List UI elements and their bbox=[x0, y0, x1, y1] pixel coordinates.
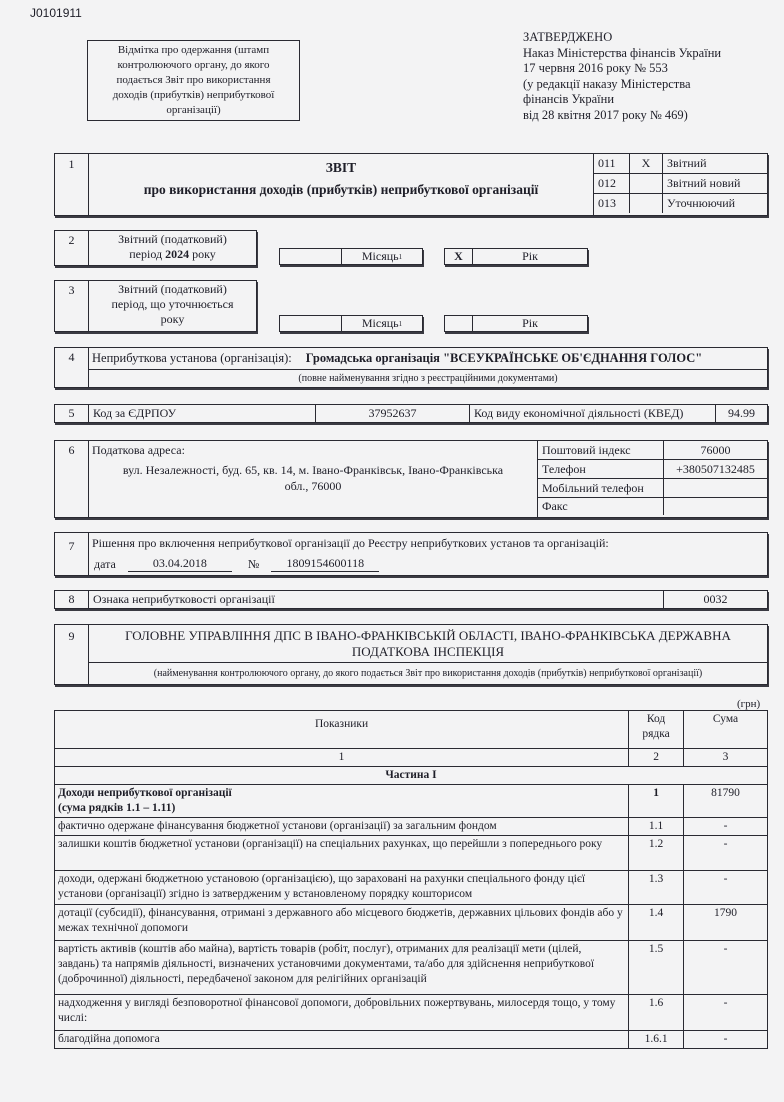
row-code: 1 bbox=[629, 785, 684, 818]
row-text: (сума рядків 1.1 – 1.11) bbox=[58, 802, 176, 814]
row-sum[interactable]: 1790 bbox=[684, 905, 768, 941]
row-code: 1.4 bbox=[629, 905, 684, 941]
section-4 bbox=[54, 347, 768, 388]
corrected-year-field[interactable] bbox=[444, 315, 588, 332]
approval-line: (у редакції наказу Міністерства bbox=[523, 76, 691, 91]
corrected-period-line: року bbox=[160, 312, 185, 326]
period-year: 2024 bbox=[165, 247, 190, 261]
row-indicator: вартість активів (коштів або майна), вартість товарів (робіт, послуг), отриманих для реалізації мети (цілей, завдань) та напрямів діяльності, визначених установчими документами, та/або для здійснення неприбуткової (доброчинної) діяльності, передбаченої законом для релігійних організацій bbox=[55, 941, 629, 995]
year-label: Рік bbox=[522, 316, 538, 330]
report-title bbox=[89, 154, 593, 215]
month-value-box[interactable] bbox=[280, 249, 342, 264]
phone-value[interactable]: +380507132485 bbox=[676, 461, 755, 476]
report-type-code: 012 bbox=[594, 174, 630, 193]
org-name-row bbox=[92, 351, 762, 366]
report-type-code: 011 bbox=[594, 154, 630, 173]
indicators-table bbox=[54, 710, 768, 1049]
section-number: 3 bbox=[55, 281, 89, 331]
header-sum: Сума bbox=[684, 711, 768, 749]
row-code: 1.2 bbox=[629, 836, 684, 871]
form-code: J0101911 bbox=[30, 6, 82, 20]
registry-decision-values bbox=[94, 556, 379, 572]
edrpou-label: Код за ЄДРПОУ bbox=[89, 405, 316, 422]
row-code: 1.1 bbox=[629, 818, 684, 836]
approval-line: фінансів України bbox=[523, 92, 615, 106]
row-indicator: фактично одержане фінансування бюджетної установи (організації) за загальним фондом bbox=[55, 818, 629, 836]
row-indicator: залишки коштів бюджетної установи (організації) на спеціальних рахунках, що перейшли з попереднього року bbox=[55, 836, 629, 871]
report-type-row[interactable] bbox=[594, 174, 767, 194]
year-label: Рік bbox=[522, 249, 538, 263]
contact-row bbox=[538, 498, 767, 515]
report-type-label: Звітний новий bbox=[667, 176, 741, 190]
report-type-table bbox=[593, 154, 767, 215]
report-title-main: ЗВІТ bbox=[325, 160, 357, 175]
month-text: Місяць bbox=[361, 316, 399, 330]
corrected-period-line: Звітний (податковий) bbox=[118, 282, 227, 296]
section-9 bbox=[54, 624, 768, 685]
column-number: 3 bbox=[684, 749, 768, 767]
contact-label: Мобільний телефон bbox=[538, 479, 664, 497]
currency-unit: (грн) bbox=[737, 698, 761, 710]
row-sum[interactable]: - bbox=[684, 995, 768, 1031]
report-type-code: 013 bbox=[594, 194, 630, 213]
footnote-mark: 1 bbox=[398, 252, 403, 261]
stamp-box: Відмітка про одержання (штамп контролюючого органу, до якого подається Звіт про використання доходів (прибутків) неприбуткової організації) bbox=[87, 40, 300, 121]
nonprofit-sign-label: Ознака неприбутковості організації bbox=[89, 591, 664, 608]
tax-address-line: вул. Незалежності, буд. 65, кв. 14, м. Івано-Франківськ, Івано-Франківська bbox=[122, 463, 504, 477]
period-label bbox=[89, 232, 256, 262]
section-number: 8 bbox=[55, 591, 89, 608]
table-row bbox=[55, 871, 768, 905]
approval-title: ЗАТВЕРДЖЕНО bbox=[523, 30, 613, 44]
section-8 bbox=[54, 590, 768, 609]
year-checkbox[interactable] bbox=[445, 316, 473, 331]
column-number: 2 bbox=[629, 749, 684, 767]
table-row bbox=[55, 941, 768, 995]
section-number: 9 bbox=[55, 625, 89, 684]
tax-authority-line: ГОЛОВНЕ УПРАВЛІННЯ ДПС В ІВАНО-ФРАНКІВСЬКІЙ ОБЛАСТІ, ІВАНО-ФРАНКІВСЬКА ДЕРЖАВНА bbox=[125, 628, 731, 643]
table-row bbox=[55, 905, 768, 941]
report-title-sub: про використання доходів (прибутків) неприбуткової організації bbox=[143, 182, 539, 197]
row-code: 1.3 bbox=[629, 871, 684, 905]
part-row bbox=[55, 767, 768, 785]
report-type-checkbox[interactable] bbox=[630, 174, 663, 193]
table-row bbox=[55, 1031, 768, 1049]
period-month-field[interactable] bbox=[279, 248, 423, 265]
report-type-label: Уточнюючий bbox=[667, 196, 736, 210]
table-header-row bbox=[55, 711, 768, 749]
section-number: 4 bbox=[55, 348, 89, 387]
fax-value[interactable] bbox=[664, 498, 767, 515]
kved-label: Код виду економічної діяльності (КВЕД) bbox=[470, 405, 716, 422]
nonprofit-sign-value[interactable]: 0032 bbox=[703, 592, 728, 606]
report-type-checkbox[interactable]: X bbox=[630, 154, 663, 173]
row-sum[interactable]: - bbox=[684, 1031, 768, 1049]
row-code: 1.5 bbox=[629, 941, 684, 995]
contact-row bbox=[538, 441, 767, 460]
row-text: Доходи неприбуткової організації bbox=[58, 787, 232, 799]
postal-code-value[interactable]: 76000 bbox=[700, 442, 731, 457]
section-number: 6 bbox=[55, 441, 89, 517]
report-type-label: Звітний bbox=[667, 156, 707, 170]
decision-number-label: № bbox=[247, 557, 260, 571]
corrected-month-field[interactable] bbox=[279, 315, 423, 332]
section-number: 1 bbox=[55, 154, 89, 215]
section-3 bbox=[54, 280, 257, 332]
edrpou-value[interactable]: 37952637 bbox=[316, 405, 470, 422]
part-title: Частина I bbox=[55, 767, 768, 785]
approval-line: від 28 квітня 2017 року № 469) bbox=[523, 107, 688, 122]
tax-address-label: Податкова адреса: bbox=[92, 443, 185, 457]
section-6 bbox=[54, 440, 768, 518]
approval-line: 17 червня 2016 року № 553 bbox=[523, 61, 668, 75]
section-number: 5 bbox=[55, 405, 89, 422]
mobile-value[interactable] bbox=[664, 479, 767, 497]
section-number: 2 bbox=[55, 231, 89, 265]
period-year-word: року bbox=[192, 247, 216, 261]
decision-date-label: дата bbox=[94, 557, 116, 571]
row-sum[interactable]: - bbox=[684, 818, 768, 836]
column-number: 1 bbox=[55, 749, 629, 767]
row-sum[interactable]: - bbox=[684, 836, 768, 871]
header-indicators: Показники bbox=[55, 711, 629, 749]
row-code: 1.6 bbox=[629, 995, 684, 1031]
tax-address bbox=[91, 462, 535, 494]
month-label bbox=[342, 316, 422, 331]
month-text: Місяць bbox=[361, 249, 399, 263]
tax-authority-name bbox=[89, 628, 767, 660]
approval-line: Наказ Міністерства фінансів України bbox=[523, 45, 722, 60]
org-name-label: Неприбуткова установа (організація): bbox=[92, 351, 292, 365]
report-type-row[interactable] bbox=[594, 154, 767, 174]
contact-table bbox=[537, 441, 767, 517]
period-year-field[interactable] bbox=[444, 248, 588, 265]
corrected-period-label bbox=[89, 282, 256, 327]
tax-address-line: обл., 76000 bbox=[284, 479, 342, 493]
table-row bbox=[55, 836, 768, 871]
contact-row bbox=[538, 479, 767, 498]
table-row bbox=[55, 818, 768, 836]
row-indicator: доходи, одержані бюджетною установою (організацією), що зараховані на рахунки спеціального фонду цієї установи (організації) згідно із затвердженим у встановленому порядку кошторисом bbox=[55, 871, 629, 905]
report-type-row[interactable] bbox=[594, 194, 767, 213]
contact-label: Факс bbox=[538, 498, 664, 515]
corrected-period-line: період, що уточнюється bbox=[111, 297, 234, 311]
table-row bbox=[55, 995, 768, 1031]
month-label bbox=[342, 249, 422, 264]
org-name-value: Громадська організація "ВСЕУКРАЇНСЬКЕ ОБ'ЄДНАННЯ ГОЛОС" bbox=[305, 351, 703, 365]
report-type-checkbox[interactable] bbox=[630, 194, 663, 213]
row-sum[interactable]: - bbox=[684, 871, 768, 905]
row-indicator: благодійна допомога bbox=[55, 1031, 629, 1049]
section-1 bbox=[54, 153, 768, 216]
table-numbers-row bbox=[55, 749, 768, 767]
row-indicator: дотації (субсидії), фінансування, отримані з державного або місцевого бюджетів, державних цільових фондів або у межах технічної допомоги bbox=[55, 905, 629, 941]
period-word: період bbox=[129, 247, 163, 261]
section-7 bbox=[54, 532, 768, 576]
row-sum[interactable]: 81790 bbox=[684, 785, 768, 818]
row-indicator bbox=[55, 785, 629, 818]
section-5 bbox=[54, 404, 768, 423]
registry-decision-label: Рішення про включення неприбуткової організації до Реєстру неприбуткових установ та організацій: bbox=[92, 536, 609, 550]
year-checkbox[interactable]: X bbox=[445, 249, 473, 264]
row-indicator: надходження у вигляді безповоротної фінансової допомоги, добровільних пожертвувань, милосердя тощо, у тому числі: bbox=[55, 995, 629, 1031]
decision-number-value[interactable]: 1809154600118 bbox=[271, 556, 379, 572]
tax-authority-line: ПОДАТКОВА ІНСПЕКЦІЯ bbox=[351, 644, 505, 659]
kved-value[interactable]: 94.99 bbox=[728, 406, 755, 420]
period-label-line bbox=[89, 247, 256, 262]
decision-date-value[interactable]: 03.04.2018 bbox=[128, 556, 232, 572]
header-code: Код рядка bbox=[629, 711, 684, 749]
section-number: 7 bbox=[55, 533, 89, 575]
month-value-box[interactable] bbox=[280, 316, 342, 331]
contact-row bbox=[538, 460, 767, 479]
footnote-mark: 1 bbox=[398, 319, 403, 328]
section-2 bbox=[54, 230, 257, 266]
table-row bbox=[55, 785, 768, 818]
org-name-note: (повне найменування згідно з реєстраційними документами) bbox=[89, 369, 767, 387]
row-code: 1.6.1 bbox=[629, 1031, 684, 1049]
approval-block bbox=[523, 30, 721, 123]
contact-label: Телефон bbox=[538, 460, 664, 478]
row-sum[interactable]: - bbox=[684, 941, 768, 995]
contact-label: Поштовий індекс bbox=[538, 441, 664, 459]
period-label-line: Звітний (податковий) bbox=[118, 232, 227, 246]
tax-authority-note: (найменування контролюючого органу, до якого подається Звіт про використання доходів (прибутків) неприбуткової організації) bbox=[89, 662, 767, 684]
